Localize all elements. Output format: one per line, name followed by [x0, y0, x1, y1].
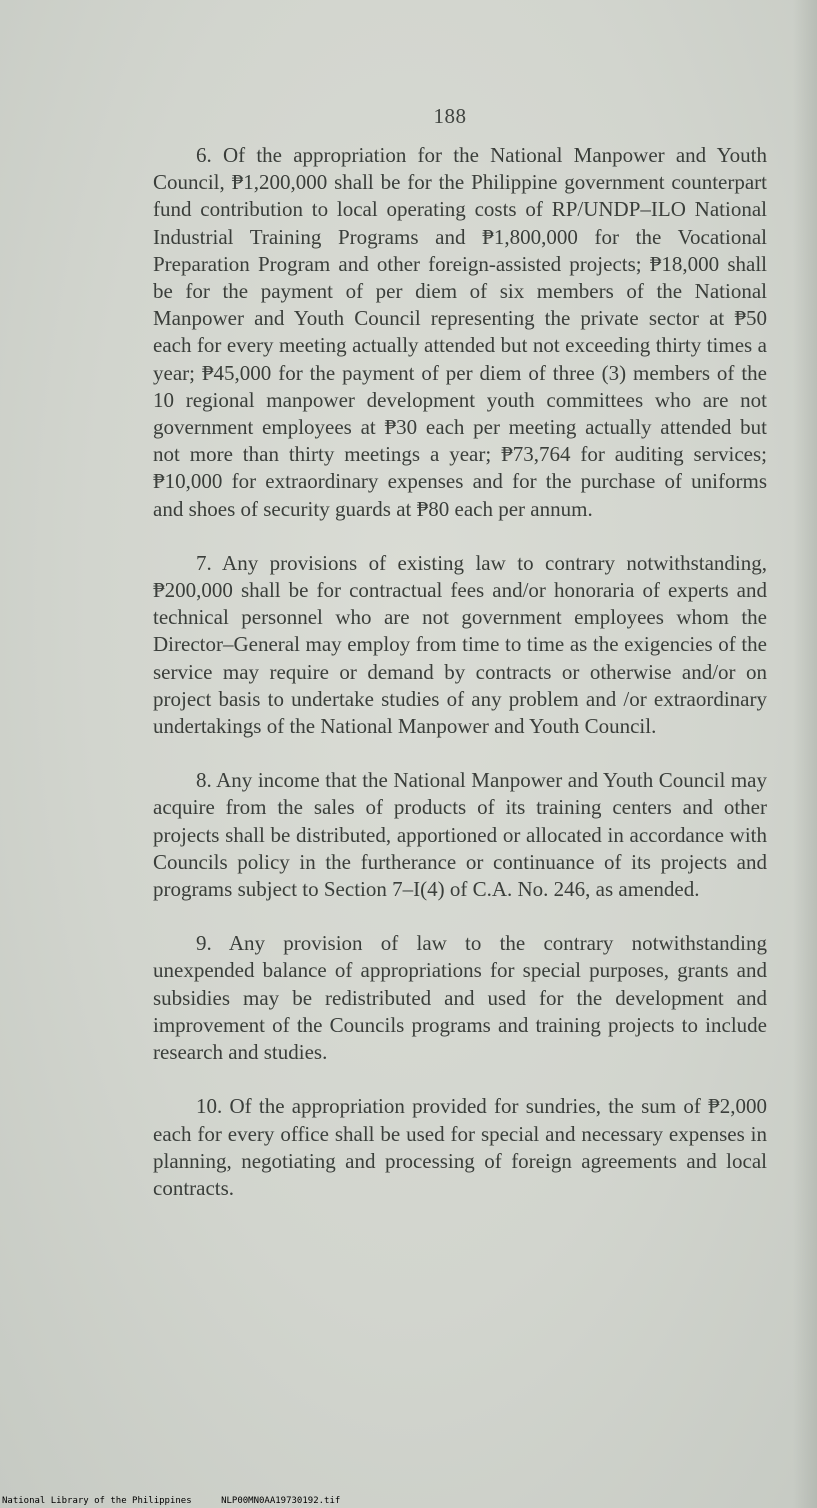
page-number: 188: [433, 104, 467, 128]
paragraph-7: 7. Any provisions of existing law to contrary notwithstanding, ₱200,000 shall be for contractual fees and/or honoraria of experts and technical personnel who are not government employees whom the Director–General may employ from time to time as the exigencies of the service may require or demand by contracts or otherwise and/or on project basis to undertake studies of any problem and /or extraordinary undertakings of the National Manpower and Youth Council.: [153, 550, 767, 739]
paragraph-9: 9. Any provision of law to the contrary notwithstanding unexpended balance of appropriations for special purposes, grants and subsidies may be redistributed and used for the development and improvement of the Councils programs and training projects to include research and studies.: [153, 931, 767, 1065]
footer-library-name: National Library of the Philippines: [2, 1496, 192, 1506]
paragraph-10: 10. Of the appropriation provided for sundries, the sum of ₱2,000 each for every office shall be used for special and necessary expenses in planning, negotiating and processing of foreign agreements and local contracts.: [153, 1094, 767, 1200]
paragraph-8: 8. Any income that the National Manpower and Youth Council may acquire from the sales of products of its training centers and other projects shall be distributed, apportioned or allocated in accordance with Councils policy in the furtherance or continuance of its projects and programs subject to Section 7–I(4) of C.A. No. 246, as amended.: [153, 768, 767, 902]
body-text: [153, 142, 767, 1229]
paragraph-6: 6. Of the appropriation for the National Manpower and Youth Council, ₱1,200,000 shall be for the Philippine government counterpart fund contribution to local operating costs of RP/UNDP–ILO National Industrial Training Programs and ₱1,800,000 for the Vocational Preparation Program and other foreign-assisted projects; ₱18,000 shall be for the payment of per diem of six members of the National Manpower and Youth Council representing the private sector at ₱50 each for every meeting actually attended but not exceeding thirty times a year; ₱45,000 for the payment of per diem of three (3) members of the 10 regional manpower development youth committees who are not government employees at ₱30 each per meeting actually attended but not more than thirty meetings a year; ₱73,764 for auditing services; ₱10,000 for extraordinary expenses and for the purchase of uniforms and shoes of security guards at ₱80 each per annum.: [153, 143, 767, 521]
footer-filename: NLP00MN0AA19730192.tif: [221, 1496, 341, 1506]
page-edge-shadow: [793, 0, 817, 1508]
scan-footer: [0, 1494, 817, 1508]
